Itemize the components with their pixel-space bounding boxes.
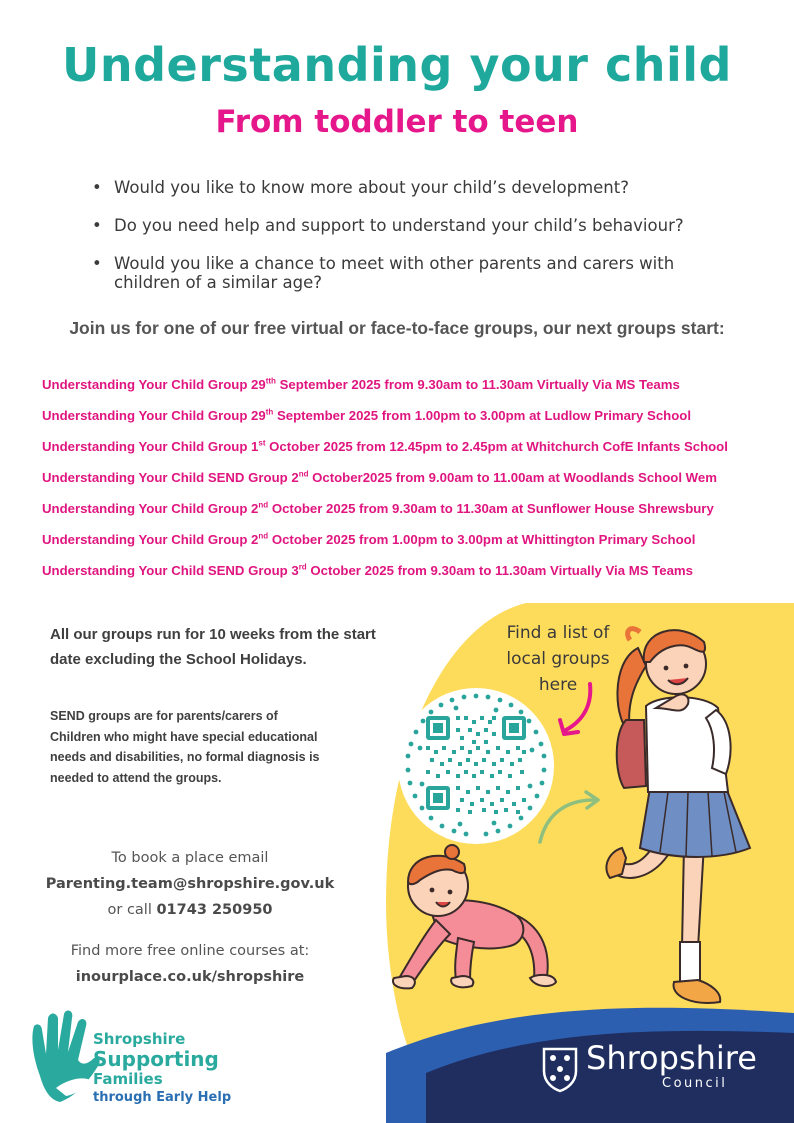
group-text-start: Understanding Your Child SEND Group 2: [42, 470, 299, 485]
date-suffix: th: [265, 407, 274, 417]
callout-line: Find a list of: [506, 623, 610, 643]
group-item: [42, 376, 782, 407]
email-link[interactable]: Parenting.team@shropshire.gov.uk: [45, 876, 335, 892]
logo-line: Families: [93, 1070, 163, 1088]
group-item: [42, 500, 782, 531]
group-item: [42, 531, 782, 562]
date-suffix: rd: [298, 562, 307, 572]
question-item: • Do you need help and support to understand your child’s behaviour?: [90, 216, 730, 235]
courses-label: Find more free online courses at:: [70, 943, 310, 959]
group-text-end: October 2025 from 1.00pm to 3.00pm at Whittington Primary School: [268, 532, 696, 547]
group-text-start: Understanding Your Child Group 2: [42, 532, 259, 547]
callout-line: here: [538, 675, 578, 695]
date-suffix: st: [258, 438, 266, 448]
council-logo: [586, 1040, 757, 1092]
question-item: • Would you like to know more about your child’s development?: [90, 178, 730, 197]
date-suffix: tth: [265, 376, 276, 386]
group-text-start: Understanding Your Child Group 1: [42, 439, 259, 454]
phone-line: [40, 897, 340, 923]
logo-line: through Early Help: [93, 1090, 232, 1105]
callout-line: local groups: [506, 649, 610, 669]
council-crest-icon: [540, 1045, 580, 1093]
group-schedule-list: [42, 376, 782, 593]
qr-code[interactable]: [396, 686, 556, 846]
pink-arrow-icon: [552, 680, 602, 740]
date-suffix: nd: [258, 531, 269, 541]
growth-arrow-icon: [534, 786, 606, 846]
courses-link[interactable]: inourplace.co.uk/shropshire: [75, 969, 305, 985]
book-label: To book a place email: [111, 850, 269, 866]
group-item: [42, 469, 782, 500]
group-item: [42, 438, 782, 469]
group-item: [42, 562, 782, 593]
question-list: [90, 178, 730, 311]
group-text-end: October 2025 from 9.30am to 11.30am at Sunflower House Shrewsbury: [268, 501, 714, 516]
group-text-end: September 2025 from 9.30am to 11.30am Virtually Via MS Teams: [275, 377, 680, 392]
group-text-end: October2025 from 9.00am to 11.00am at Woodlands School Wem: [308, 470, 717, 485]
logo-line: Shropshire: [93, 1030, 186, 1048]
supporting-families-logo: [93, 1032, 231, 1104]
group-text-start: Understanding Your Child Group 29: [42, 408, 266, 423]
group-text-end: October 2025 from 12.45pm to 2.45pm at Whitchurch CofE Infants School: [265, 439, 728, 454]
date-suffix: nd: [258, 500, 269, 510]
logo-line: Supporting: [93, 1047, 219, 1071]
group-item: [42, 407, 782, 438]
online-courses: [40, 938, 340, 990]
council-sub: Council: [662, 1076, 728, 1091]
phone-number[interactable]: 01743 250950: [156, 902, 273, 918]
group-text-end: October 2025 from 9.30am to 11.30am Virtually Via MS Teams: [306, 563, 693, 578]
call-label: or call: [107, 902, 152, 918]
question-item: • Would you like a chance to meet with other parents and carers with children of a similar age?: [90, 254, 730, 292]
send-note: SEND groups are for parents/carers of Children who might have special educational needs and disabilities, no formal diagnosis is needed to attend the groups.: [50, 709, 320, 785]
group-text-start: Understanding Your Child Group 2: [42, 501, 259, 516]
group-text-start: Understanding Your Child Group 29: [42, 377, 266, 392]
group-text-end: September 2025 from 1.00pm to 3.00pm at Ludlow Primary School: [273, 408, 692, 423]
toddler-illustration: [386, 842, 562, 992]
page-title: Understanding your child: [62, 38, 732, 92]
page-subtitle: From toddler to teen: [215, 104, 579, 140]
group-text-start: Understanding Your Child SEND Group 3: [42, 563, 299, 578]
date-suffix: nd: [298, 469, 309, 479]
duration-note: All our groups run for 10 weeks from the start date excluding the School Holidays.: [50, 626, 376, 668]
teen-girl-illustration: [600, 612, 790, 1012]
join-invitation: Join us for one of our free virtual or face-to-face groups, our next groups start:: [69, 318, 725, 338]
council-name: Shropshire: [586, 1039, 757, 1077]
booking-contact: [40, 845, 340, 923]
